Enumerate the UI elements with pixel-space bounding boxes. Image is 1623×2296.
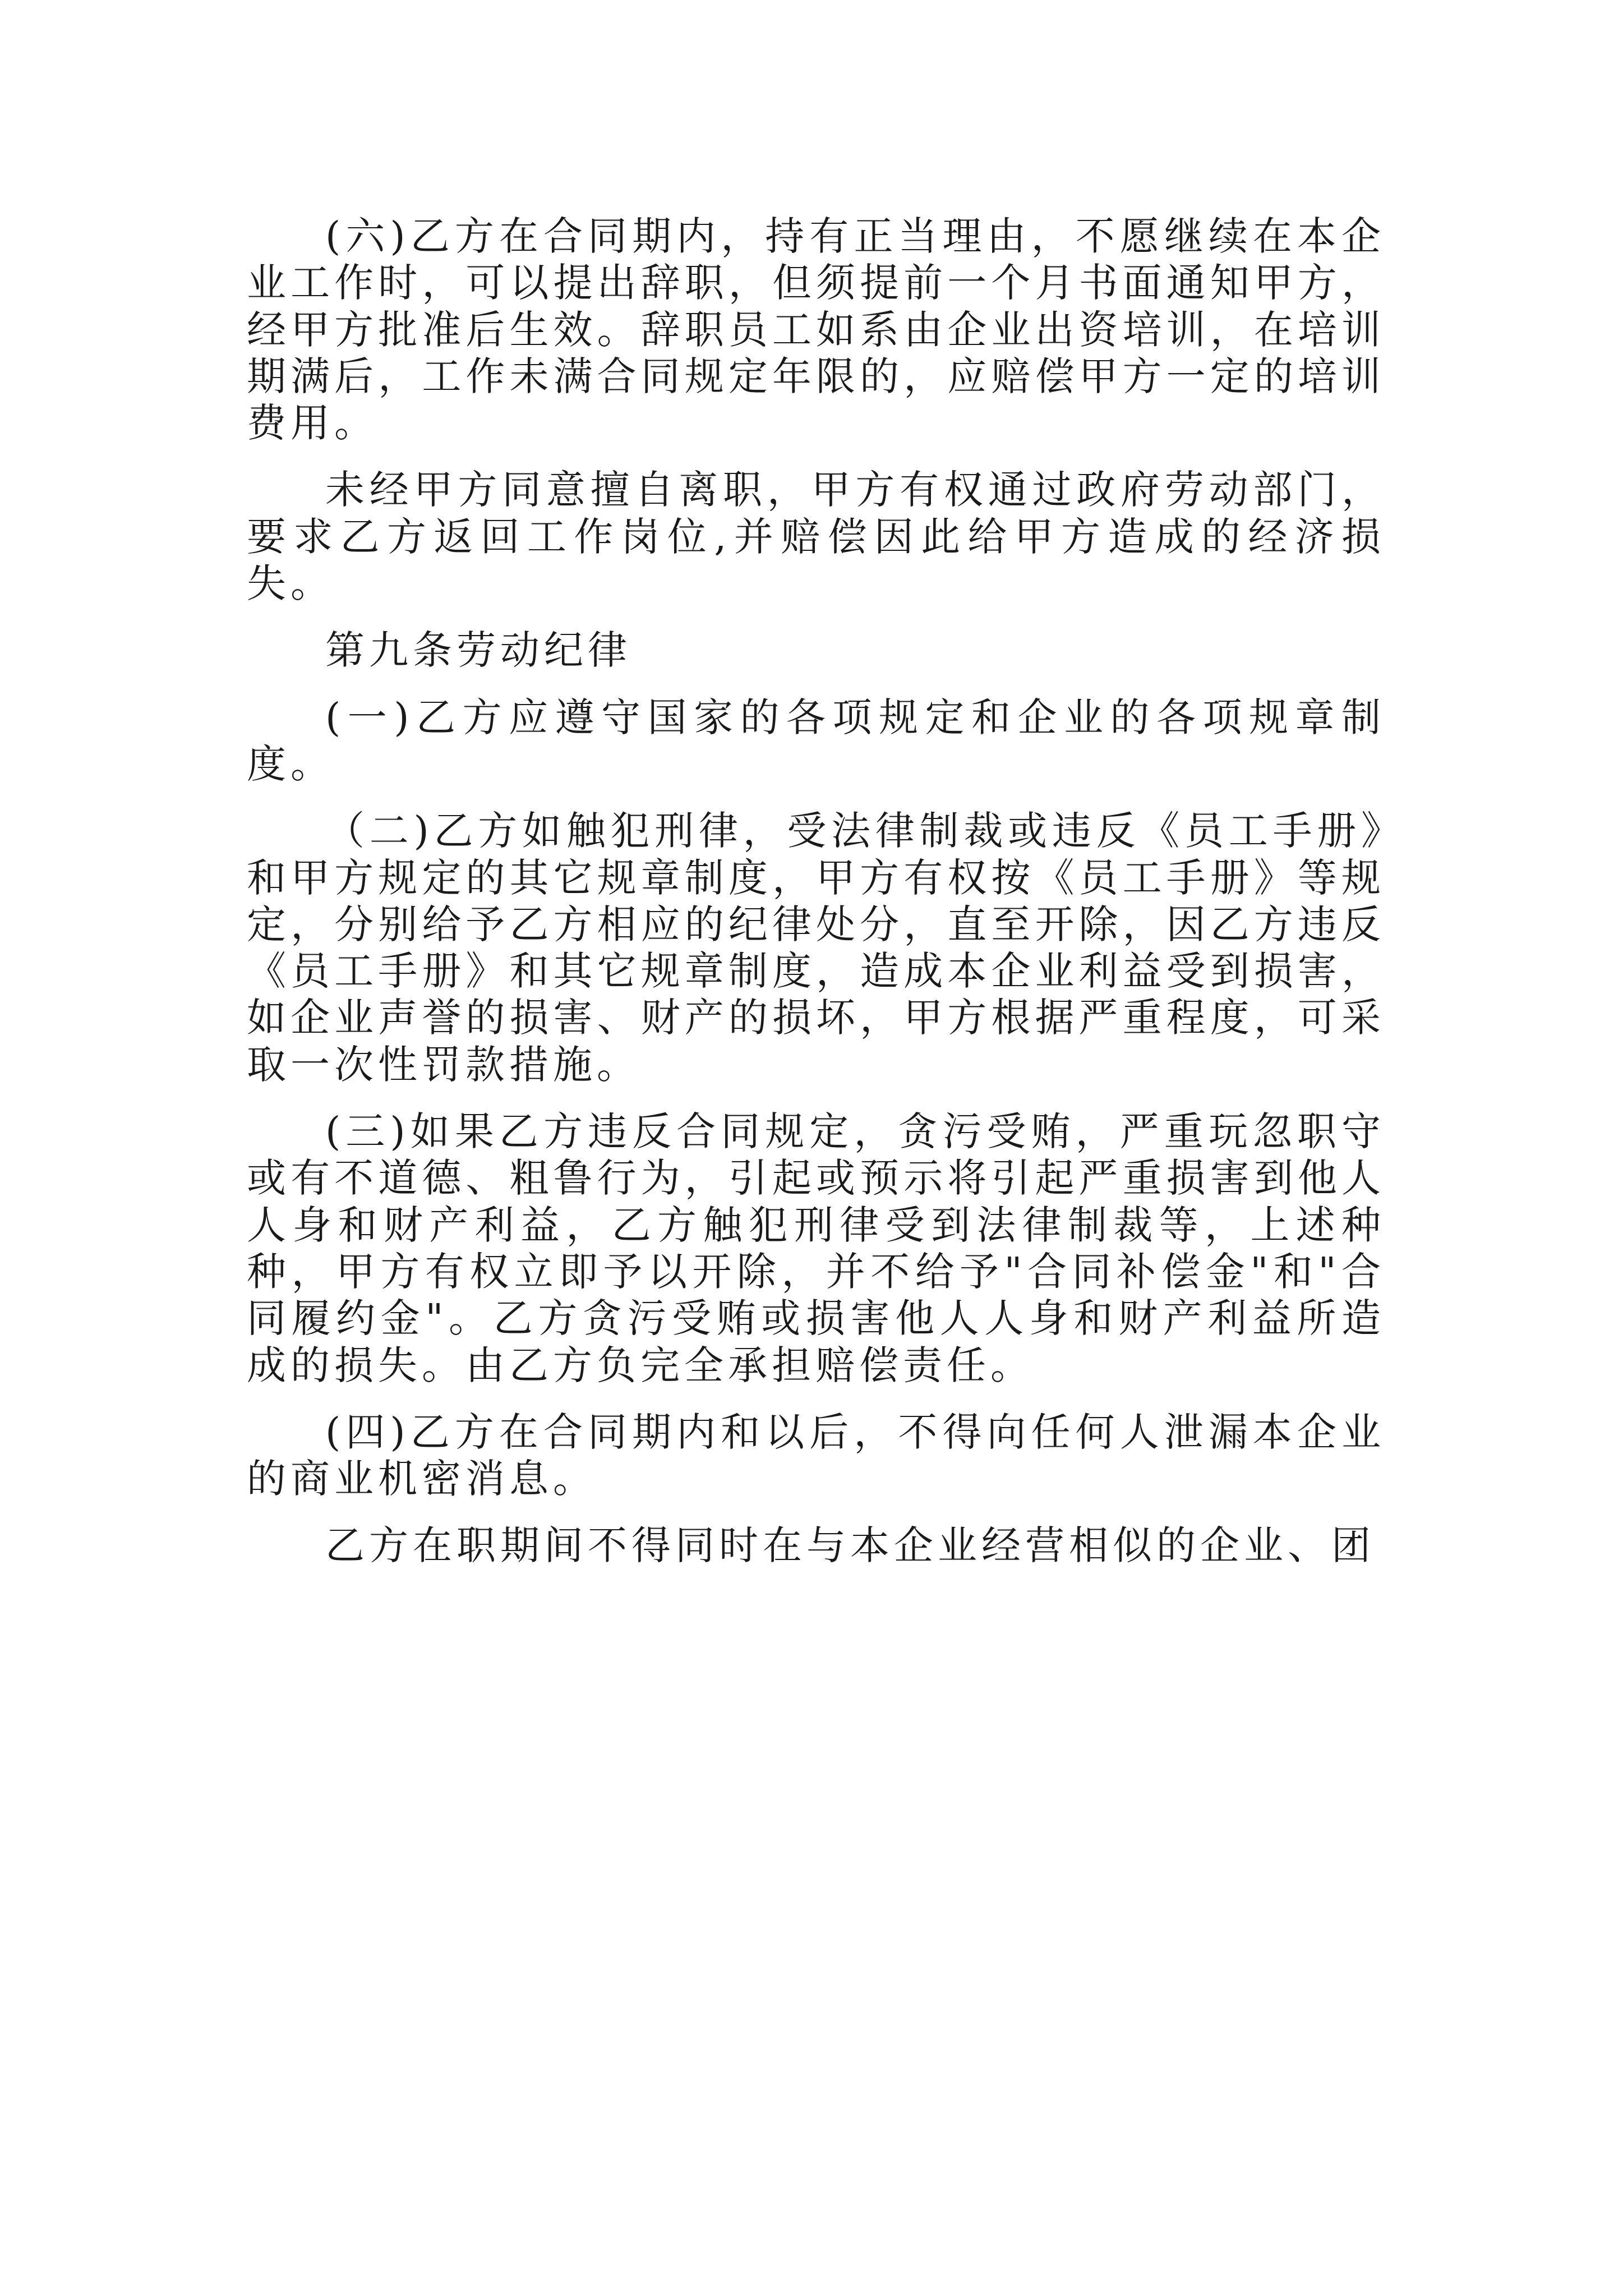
- paragraph-discipline-3: (三)如果乙方违反合同规定，贪污受贿，严重玩忽职守或有不道德、粗鲁行为，引起或预示将引起严重损害到他人人身和财产利益，乙方触犯刑律受到法律制裁等，上述种种，甲方有权立即予以开除，并不给予"合同补偿金"和"合同履约金"。乙方贪污受贿或损害他人人身和财产利益所造成的损失。由乙方负完全承担赔偿责任。: [247, 1108, 1385, 1388]
- paragraph-unauthorized-leave: 未经甲方同意擅自离职，甲方有权通过政府劳动部门，要求乙方返回工作岗位,并赔偿因此给甲方造成的经济损失。: [247, 467, 1385, 607]
- paragraph-discipline-1: (一)乙方应遵守国家的各项规定和企业的各项规章制度。: [247, 694, 1385, 787]
- document-body: [247, 213, 1385, 1590]
- section-heading-article-9: 第九条劳动纪律: [325, 627, 631, 674]
- paragraph-non-compete: 乙方在职期间不得同时在与本企业经营相似的企业、团: [325, 1522, 1375, 1569]
- paragraph-discipline-2: （二)乙方如触犯刑律，受法律制裁或违反《员工手册》和甲方规定的其它规章制度，甲方有权按《员工手册》等规定，分别给予乙方相应的纪律处分，直至开除，因乙方违反《员工手册》和其它规章制度，造成本企业利益受到损害，如企业声誉的损害、财产的损坏，甲方根据严重程度，可采取一次性罚款措施。: [247, 808, 1385, 1088]
- paragraph-discipline-4: (四)乙方在合同期内和以后，不得向任何人泄漏本企业的商业机密消息。: [247, 1409, 1385, 1502]
- paragraph-resignation: (六)乙方在合同期内，持有正当理由，不愿继续在本企业工作时，可以提出辞职，但须提前一个月书面通知甲方，经甲方批准后生效。辞职员工如系由企业出资培训，在培训期满后，工作未满合同规定年限的，应赔偿甲方一定的培训费用。: [247, 213, 1385, 447]
